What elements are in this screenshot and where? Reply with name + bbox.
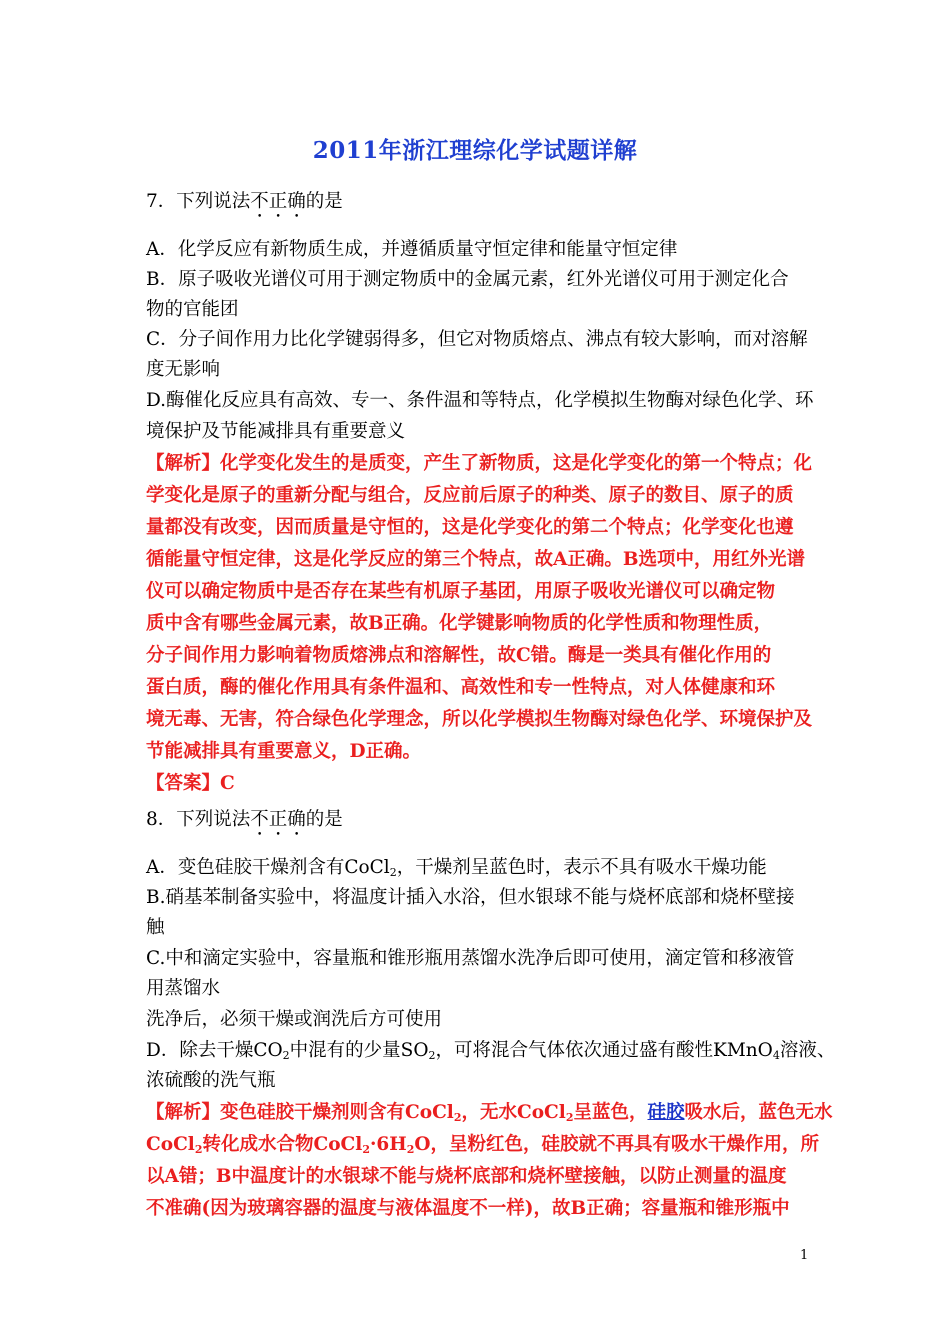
q7-analysis-line: 分子间作用力影响着物质熔沸点和溶解性，故C错。酶是一类具有催化作用的 bbox=[146, 645, 772, 666]
q7-analysis-line: 节能减排具有重要意义，D正确。 bbox=[146, 741, 422, 762]
q8-option-c-line3: 洗净后，必须干燥或润洗后方可使用 bbox=[146, 1009, 443, 1030]
q7-option-c-line1: C．分子间作用力比化学键弱得多，但它对物质熔点、沸点有较大影响，而对溶解 bbox=[146, 329, 808, 350]
q8-option-d-line2: 浓硫酸的洗气瓶 bbox=[146, 1070, 276, 1091]
q8-analysis-line: 以A错；B中温度计的水银球不能与烧杯底部和烧杯壁接触，以防止测量的温度 bbox=[146, 1166, 787, 1187]
q8-option-b-line1: B.硝基苯制备实验中，将温度计插入水浴，但水银球不能与烧杯底部和烧杯壁接 bbox=[146, 887, 795, 908]
q8-analysis-line: CoCl$_2$转化成水合物$CoCl_2\cdot 6H_2O$，呈粉红色，硅胶就不再具有吸水干燥作用，所 bbox=[146, 1134, 820, 1156]
q7-option-d-line1: D.酶催化反应具有高效、专一、条件温和等特点，化学模拟生物酶对绿色化学、环 bbox=[146, 390, 814, 411]
q7-option-b-line2: 物的官能团 bbox=[146, 299, 239, 320]
q7-analysis-line: 蛋白质，酶的催化作用具有条件温和、高效性和专一性特点，对人体健康和环 bbox=[146, 677, 776, 698]
q7-analysis-line: 质中含有哪些金属元素，故B正确。化学键影响物质的化学性质和物理性质， bbox=[146, 613, 773, 634]
q7-stem-emphasis: 不正确 bbox=[250, 191, 306, 212]
q8-option-a: A．变色硅胶干燥剂含有CoCl$_2$，干燥剂呈蓝色时，表示不具有吸水干燥功能 bbox=[146, 857, 767, 879]
q7-option-d-line2: 境保护及节能减排具有重要意义 bbox=[146, 421, 406, 442]
q7-answer: 【答案】C bbox=[146, 773, 235, 794]
q7-analysis-line: 【解析】化学变化发生的是质变，产生了新物质，这是化学变化的第一个特点；化 bbox=[146, 453, 813, 474]
q7-analysis-line: 量都没有改变，因而质量是守恒的，这是化学变化的第二个特点；化学变化也遵 bbox=[146, 517, 794, 538]
q8-analysis-line: 不准确(因为玻璃容器的温度与液体温度不一样)，故B正确；容量瓶和锥形瓶中 bbox=[146, 1198, 790, 1219]
q7-analysis-line: 循能量守恒定律，这是化学反应的第三个特点，故A正确。B选项中，用红外光谱 bbox=[146, 549, 805, 570]
q7-analysis-line: 仪可以确定物质中是否存在某些有机原子基团，用原子吸收光谱仪可以确定物 bbox=[146, 581, 776, 602]
document-title: 2011年浙江理综化学试题详解 bbox=[312, 137, 638, 164]
q7-option-c-line2: 度无影响 bbox=[146, 359, 221, 380]
q7-stem: 7．下列说法不正确的是 bbox=[146, 191, 343, 212]
q8-option-d-line1: D．除去干燥$CO_2$中混有的少量$SO_2$，可将混合气体依次通过盛有酸性KMnO$_4$溶液、 bbox=[146, 1040, 836, 1062]
q8-option-b-line2: 触 bbox=[146, 917, 165, 938]
q8-analysis-line: 【解析】变色硅胶干燥剂则含有CoCl$_2$，无水CoCl$_2$呈蓝色，硅胶吸水后，蓝色无水 bbox=[146, 1102, 833, 1124]
q7-option-a: A．化学反应有新物质生成，并遵循质量守恒定律和能量守恒定律 bbox=[146, 239, 678, 260]
q7-option-b-line1: B．原子吸收光谱仪可用于测定物质中的金属元素，红外光谱仪可用于测定化合 bbox=[146, 269, 789, 290]
silica-gel-link[interactable]: 硅胶 bbox=[647, 1102, 685, 1123]
q7-analysis-line: 学变化是原子的重新分配与组合，反应前后原子的种类、原子的数目、原子的质 bbox=[146, 485, 794, 506]
q8-stem: 8．下列说法不正确的是 bbox=[146, 809, 343, 830]
q7-analysis-line: 境无毒、无害，符合绿色化学理念，所以化学模拟生物酶对绿色化学、环境保护及 bbox=[146, 709, 813, 730]
q8-option-c-line1: C.中和滴定实验中，容量瓶和锥形瓶用蒸馏水洗净后即可使用，滴定管和移液管 bbox=[146, 948, 795, 969]
q8-option-c-line2: 用蒸馏水 bbox=[146, 978, 221, 999]
page-number: 1 bbox=[800, 1248, 809, 1263]
q8-stem-emphasis: 不正确 bbox=[250, 809, 306, 830]
